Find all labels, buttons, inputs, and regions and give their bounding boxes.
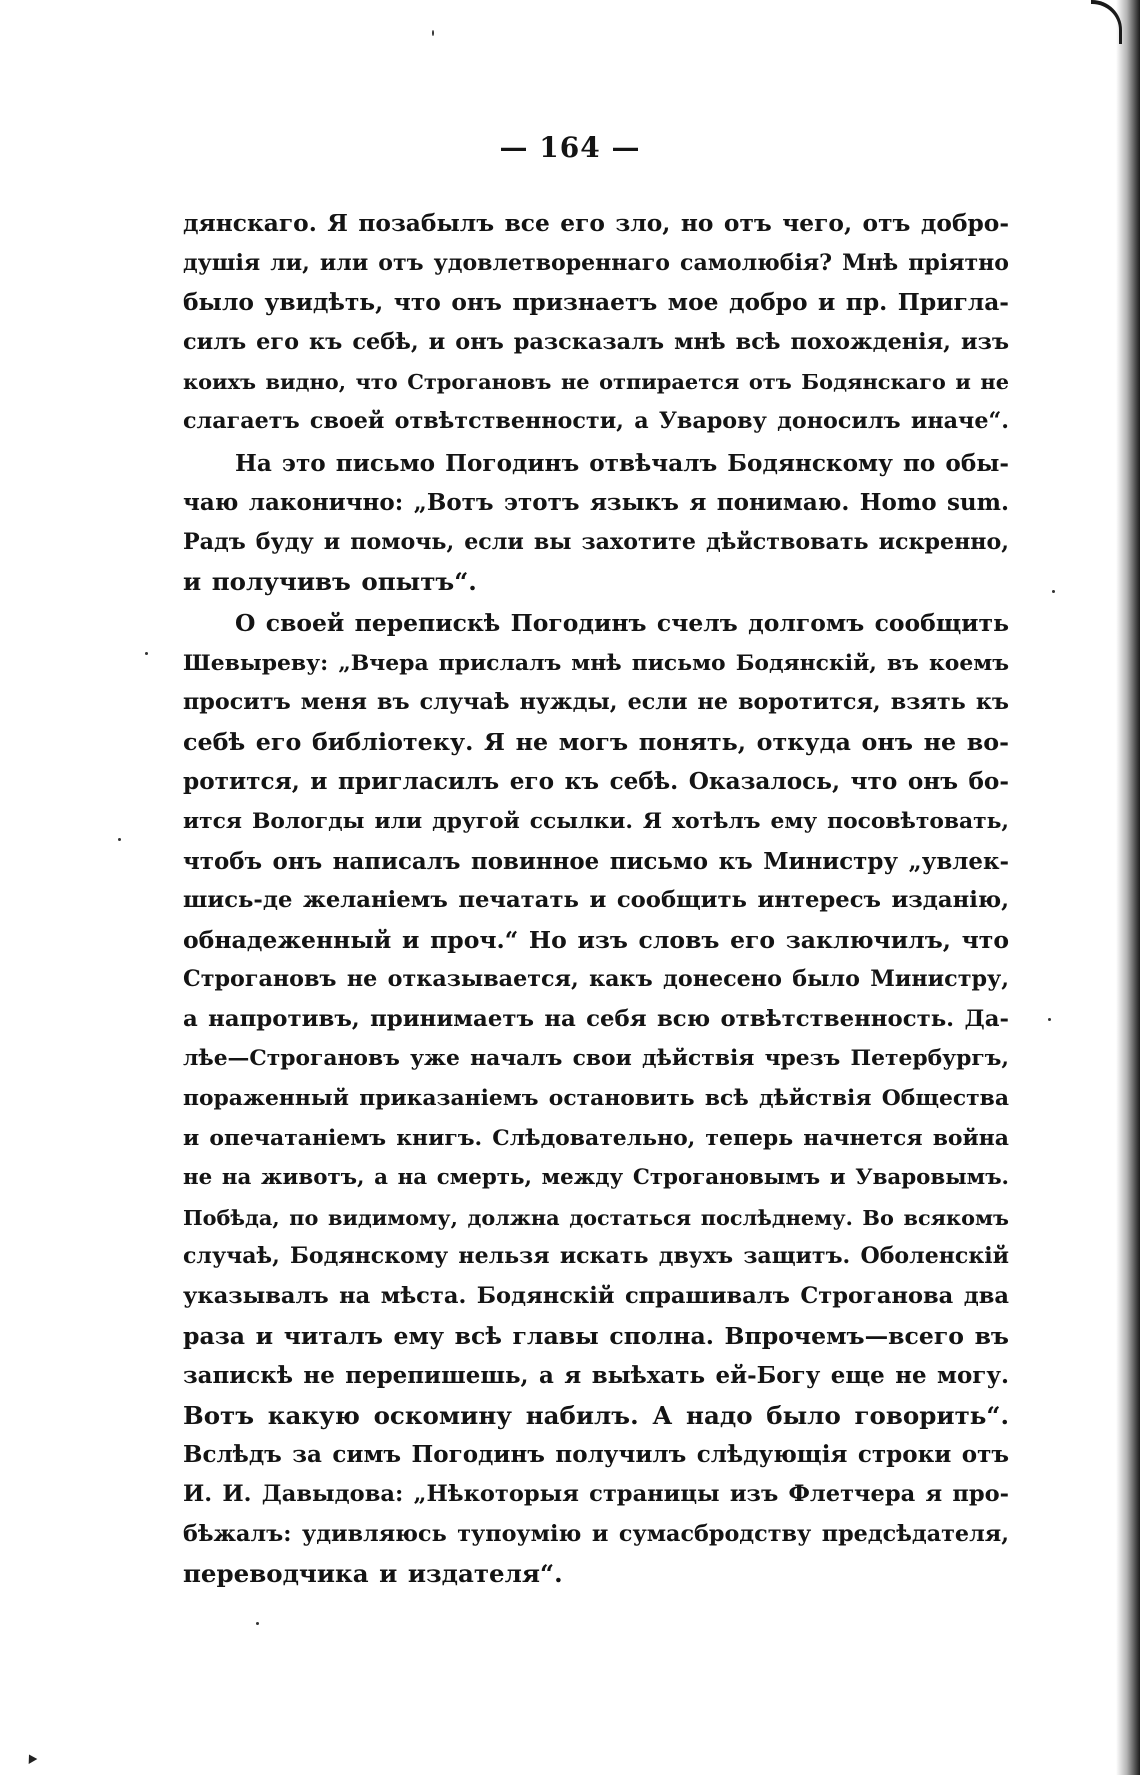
text-line: Вотъ какую оскомину набилъ. А надо было говорить“. [183,1400,1009,1430]
text-line: коихъ видно, что Строгановъ не отпирается отъ Бодянскаго и не [183,369,1009,395]
text-line: Строгановъ не отказывается, какъ донесено было Министру, [183,966,1009,993]
page-edge-shadow [1116,0,1140,1775]
paragraph-1 [183,204,1009,442]
text-line: слагаетъ своей отвѣтственности, а Уварову доносилъ иначе“. [183,407,1009,434]
scan-speck [256,1622,259,1625]
text-line: О своей перепискѣ Погодинъ счелъ долгомъ сообщить [235,608,1009,637]
text-line: душія ли, или отъ удовлетвореннаго самолюбія? Мнѣ пріятно [183,249,1009,276]
text-line: не на животъ, а на смерть, между Строгановымъ и Уваровымъ. [183,1165,1009,1191]
text-line: указывалъ на мѣста. Бодянскій спрашивалъ Строганова два [183,1283,1009,1310]
scan-speck [1048,1018,1051,1021]
text-line: Вслѣдъ за симъ Погодинъ получилъ слѣдующія строки отъ [183,1441,1009,1469]
text-line: было увидѣть, что онъ признаетъ мое добро и пр. Пригла- [183,288,1009,317]
text-line: ротится, и пригласилъ его къ себѣ. Оказалось, что онъ бо- [183,768,1009,796]
text-line: себѣ его библіотеку. Я не могъ понять, откуда онъ не во- [183,727,1009,756]
text-line: шись-де желаніемъ печатать и сообщить интересъ изданію, [183,887,1009,914]
text-line: На это письмо Погодинъ отвѣчалъ Бодянскому по обы- [235,449,1009,477]
text-line: чаю лаконично: „Вотъ этотъ языкъ я понимаю. Homo sum. [183,489,1009,517]
scan-speck [145,652,148,655]
text-line: раза и читалъ ему всѣ главы сполна. Впрочемъ—всего въ [183,1321,1009,1350]
text-line: дянскаго. Я позабылъ все его зло, но отъ чего, отъ добро- [183,210,1009,237]
text-line: И. И. Давыдова: „Нѣкоторыя страницы изъ Флетчера я про- [183,1481,1009,1507]
paragraph-3 [183,604,1009,1594]
text-line: Шевыреву: „Вчера прислалъ мнѣ письмо Бодянскій, въ коемъ [183,649,1009,676]
text-body [183,204,1009,1594]
text-line: лѣе—Строгановъ уже началъ свои дѣйствія чрезъ Петербургъ, [183,1046,1009,1072]
scan-speck [118,838,121,841]
text-line: переводчика и издателя“. [183,1559,563,1589]
text-line: пораженный приказаніемъ остановить всѣ дѣйствія Общества [183,1086,1009,1112]
text-line: проситъ меня въ случаѣ нужды, если не воротится, взять къ [183,689,1009,716]
text-line: Радъ буду и помочь, если вы захотите дѣйствовать искренно, [183,528,1009,555]
text-line: запискѣ не перепишешь, а я выѣхать ей-Богу еще не могу. [183,1362,1009,1390]
scan-speck [432,30,434,36]
text-line: ится Вологды или другой ссылки. Я хотѣлъ ему посовѣтовать, [183,808,1009,834]
text-line: силъ его къ себѣ, и онъ разсказалъ мнѣ всѣ похожденія, изъ [183,328,1009,355]
text-line: Побѣда, по видимому, должна достаться послѣднему. Во всякомъ [183,1204,1009,1230]
page-number: — 164 — [499,131,641,164]
scan-speck [1052,590,1055,593]
text-line: обнадеженный и проч.“ Но изъ словъ его заключилъ, что [183,925,1009,954]
text-line: а напротивъ, принимаетъ на себя всю отвѣтственность. Да- [183,1005,1009,1032]
text-line: бѣжалъ: удивляюсь тупоумію и сумасбродству предсѣдателя, [183,1520,1009,1547]
paragraph-2 [183,444,1009,602]
text-line: случаѣ, Бодянскому нельзя искать двухъ защитъ. Оболенскій [183,1243,1009,1270]
text-line: и опечатаніемъ книгъ. Слѣдовательно, теперь начнется война [183,1124,1009,1151]
text-line: чтобъ онъ написалъ повинное письмо къ Министру „увлек- [183,847,1009,875]
text-line: и получивъ опытъ“. [183,567,477,597]
scan-corner-mark [25,1752,38,1764]
